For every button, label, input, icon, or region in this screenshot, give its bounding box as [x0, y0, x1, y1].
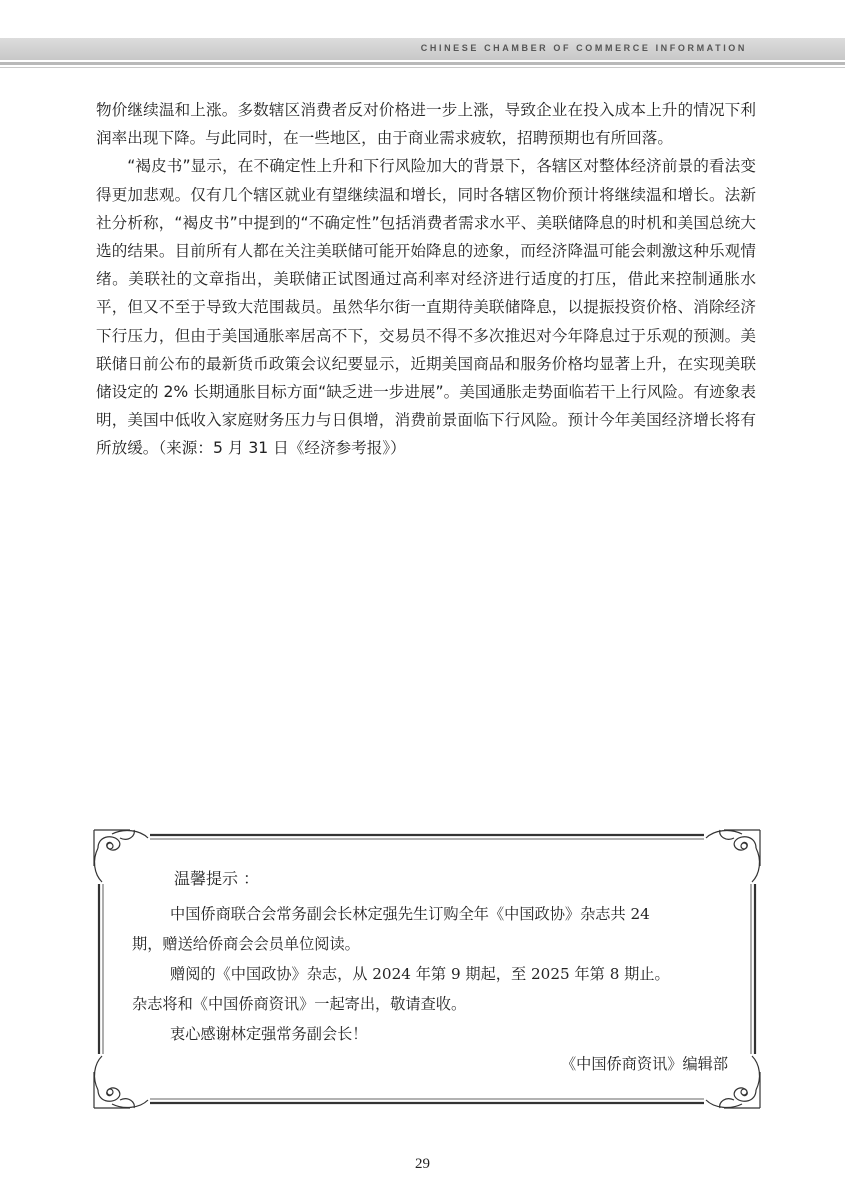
article-paragraph: 物价继续温和上涨。多数辖区消费者反对价格进一步上涨，导致企业在投入成本上升的情况下利润率出现下降。与此同时，在一些地区，由于商业需求疲软，招聘预期也有所回落。: [96, 101, 756, 148]
header-divider: [0, 62, 845, 65]
corner-ornament-top-left: [94, 830, 148, 882]
article-body: [96, 96, 756, 463]
notice-line: 中国侨商联合会常务副会长林定强先生订购全年《中国政协》杂志共 24: [170, 905, 650, 923]
page-number: 29: [415, 1156, 430, 1172]
header-bar: [0, 38, 845, 60]
notice-content: [132, 864, 728, 1079]
notice-signature: 《中国侨商资讯》编辑部: [560, 1055, 728, 1073]
notice-box: [90, 826, 764, 1112]
header-divider-thin: [0, 67, 845, 68]
notice-title: 温馨提示 ：: [174, 869, 260, 888]
notice-line: 衷心感谢林定强常务副会长！: [170, 1025, 368, 1043]
article-paragraph: “褐皮书”显示，在不确定性上升和下行风险加大的背景下，各辖区对整体经济前景的看法变得更加悲观。仅有几个辖区就业有望继续温和增长，同时各辖区物价预计将继续温和增长。法新社分析称，“褐皮书”中提到的“不确定性”包括消费者需求水平、美联储降息的时机和美国总统大选的结果。目前所有人都在关注美联储可能开始降息的迹象，而经济降温可能会刺激这种乐观情绪。美联社的文章指出，美联储正试图通过高利率对经济进行适度的打压，借此来控制通胀水平，但又不至于导致大范围裁员。虽然华尔街一直期待美联储降息，以提振投资价格、消除经济下行压力，但由于美国通胀率居高不下，交易员不得不多次推迟对今年降息过于乐观的预测。美联储日前公布的最新货币政策会议纪要显示，近期美国商品和服务价格均显著上升，在实现美联储设定的 2% 长期通胀目标方面“缺乏进一步进展”。美国通胀走势面临若干上行风险。有迹象表明，美国中低收入家庭财务压力与日俱增，消费前景面临下行风险。预计今年美国经济增长将有所放缓。（来源：5 月 31 日《经济参考报》）: [96, 157, 756, 458]
corner-ornament-bottom-left: [94, 1056, 148, 1108]
notice-line: 赠阅的《中国政协》杂志，从 2024 年第 9 期起，至 2025 年第 8 期止。: [170, 965, 670, 983]
header-title: CHINESE CHAMBER OF COMMERCE INFORMATION: [420, 43, 747, 53]
notice-line: 期，赠送给侨商会会员单位阅读。: [132, 935, 360, 953]
notice-line: 杂志将和《中国侨商资讯》一起寄出，敬请查收。: [132, 995, 467, 1013]
